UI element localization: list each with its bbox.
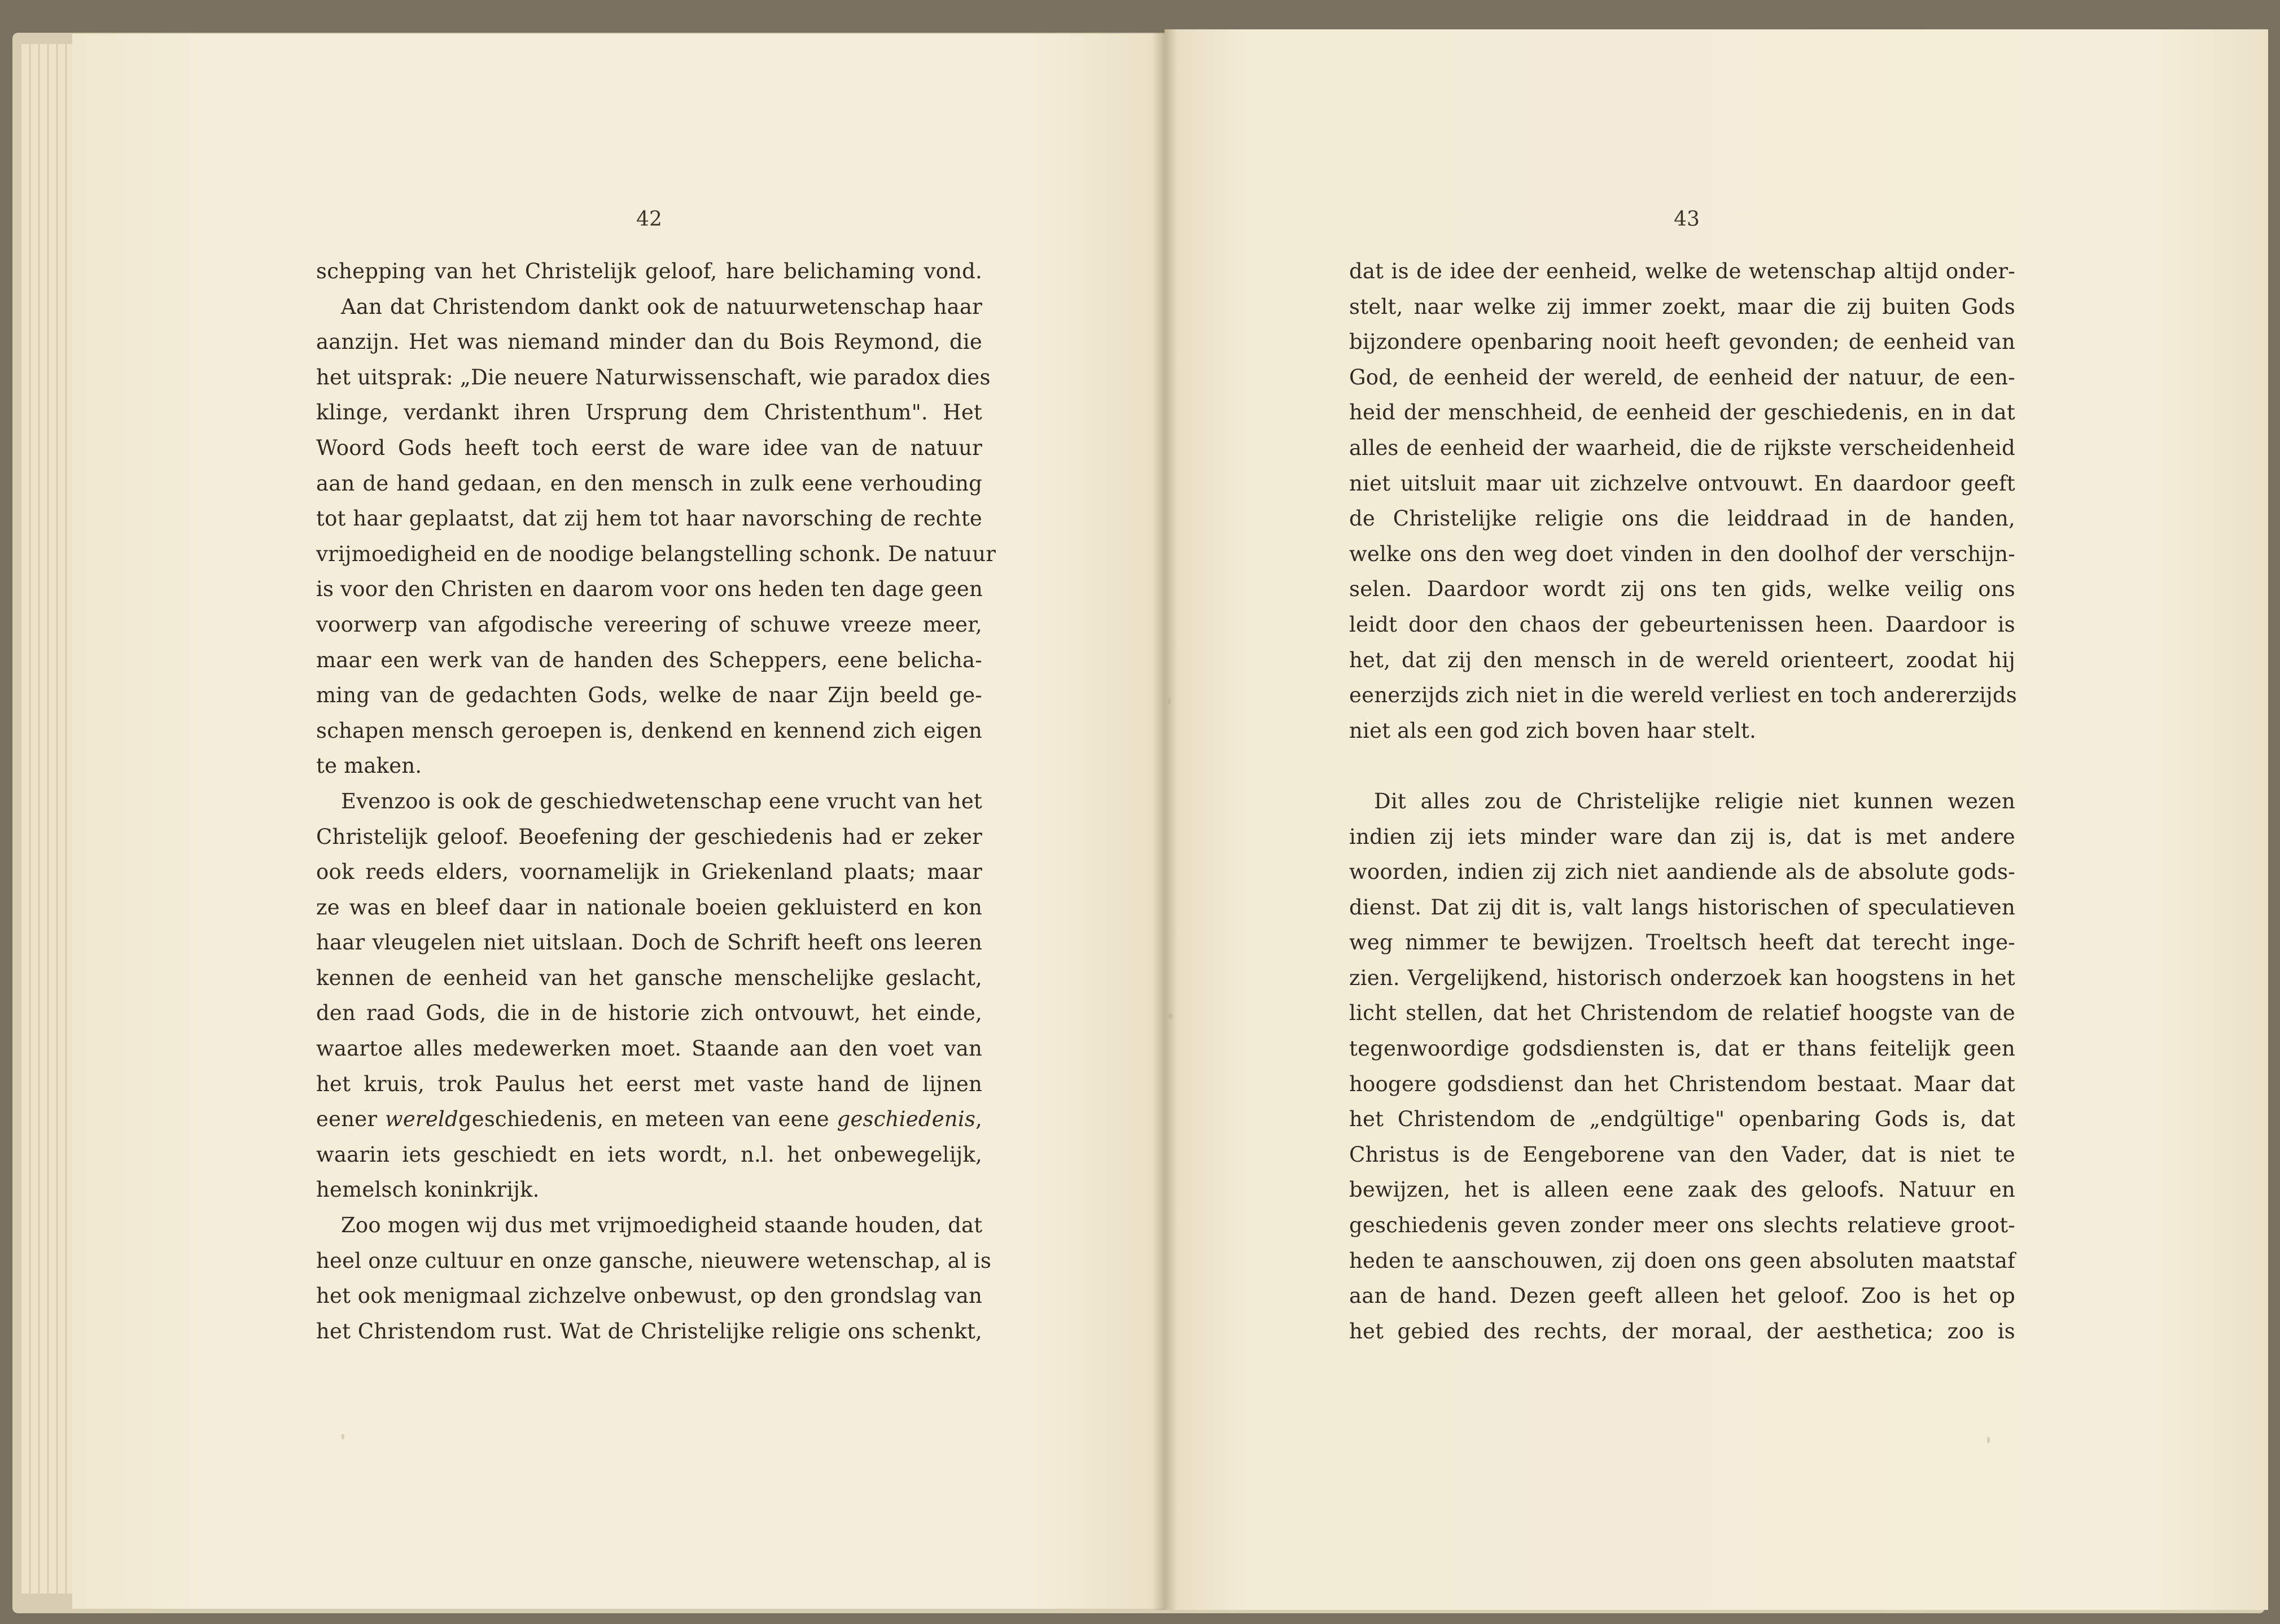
right-page-body <box>1349 254 2015 1349</box>
text-line: het kruis, trok Paulus het eerst met vaste hand de lijnen <box>316 1071 982 1096</box>
text-line: heel onze cultuur en onze gansche, nieuwere wetenschap, al is <box>316 1248 992 1273</box>
text-line: geschiedenis geven zonder meer ons slechts relatieve groot- <box>1349 1213 2015 1238</box>
text-line: Woord Gods heeft toch eerst de ware idee van de natuur <box>316 435 982 460</box>
text-line: alles de eenheid der waarheid, die de rijkste verscheidenheid <box>1349 435 2015 460</box>
text-line: aan de hand. Dezen geeft alleen het geloof. Zoo is het op <box>1349 1284 2015 1308</box>
text-line: de Christelijke religie ons die leiddraad in de handen, <box>1349 506 2015 531</box>
text-line: het Christendom rust. Wat de Christelijke religie ons schenkt, <box>316 1319 982 1343</box>
text-line: aan de hand gedaan, en den mensch in zulk eene verhouding <box>316 471 982 496</box>
text-line: niet uitsluit maar uit zichzelve ontvouwt. En daardoor geeft <box>1349 471 2015 496</box>
text-line: waartoe alles medewerken moet. Staande aan den voet van <box>316 1036 982 1061</box>
text-line: is voor den Christen en daarom voor ons heden ten dage geen <box>316 577 983 602</box>
text-line: het Christendom de „endgültige" openbaring Gods is, dat <box>1349 1107 2015 1132</box>
text-line: licht stellen, dat het Christendom de relatief hoogste van de <box>1349 1001 2015 1026</box>
text-line: bewijzen, het is alleen eene zaak des geloofs. Natuur en <box>1349 1177 2015 1202</box>
text-line: kennen de eenheid van het gansche menschelijke geslacht, <box>316 965 982 990</box>
text-line: tot haar geplaatst, dat zij hem tot haar navorsching de rechte <box>316 506 982 531</box>
text-line: woorden, indien zij zich niet aandiende als de absolute gods- <box>1349 860 2015 885</box>
text-line: het gebied des rechts, der moraal, der aesthetica; zoo is <box>1349 1319 2015 1343</box>
text-line: God, de eenheid der wereld, de eenheid der natuur, de een- <box>1349 365 2015 389</box>
text-line: Christelijk geloof. Beoefening der geschiedenis had er zeker <box>316 824 982 849</box>
text-line: het uitsprak: „Die neuere Naturwissenschaft, wie paradox dies <box>316 365 991 389</box>
text-line: het, dat zij den mensch in de wereld orienteert, zoodat hij <box>1349 647 2015 672</box>
book-gutter <box>1152 29 1178 1610</box>
text-line: selen. Daardoor wordt zij ons ten gids, welke veilig ons <box>1349 577 2015 602</box>
text-line: leidt door den chaos der gebeurtenissen heen. Daardoor is <box>1349 612 2015 637</box>
text-line: vrijmoedigheid en de noodige belangstelling schonk. De natuur <box>316 541 996 566</box>
text-line: schapen mensch geroepen is, denkend en kennend zich eigen <box>316 718 982 743</box>
text-line: hemelsch koninkrijk. <box>316 1177 540 1202</box>
text-line: klinge, verdankt ihren Ursprung dem Christenthum". Het <box>316 400 982 425</box>
text-line: dat is de idee der eenheid, welke de wetenschap altijd onder- <box>1349 259 2015 283</box>
text-line: voorwerp van afgodische vereering of schuwe vreeze meer, <box>316 612 982 637</box>
text-line: stelt, naar welke zij immer zoekt, maar die zij buiten Gods <box>1349 294 2015 319</box>
text-line: indien zij iets minder ware dan zij is, dat is met andere <box>1349 824 2015 849</box>
paper-spot <box>342 1434 344 1439</box>
text-line: maar een werk van de handen des Scheppers, eene belicha- <box>316 647 982 672</box>
text-line: Christus is de Eengeborene van den Vader, dat is niet te <box>1349 1142 2015 1167</box>
text-line: eenerzijds zich niet in die wereld verliest en toch andererzijds <box>1349 683 2017 708</box>
text-line: zien. Vergelijkend, historisch onderzoek kan hoogstens in het <box>1349 965 2015 990</box>
text-line: niet als een god zich boven haar stelt. <box>1349 718 1757 743</box>
text-line: weg nimmer te bewijzen. Troeltsch heeft dat terecht inge- <box>1349 930 2015 955</box>
page-number-left: 42 <box>636 208 662 231</box>
text-line: Dit alles zou de Christelijke religie niet kunnen wezen <box>1374 789 2015 813</box>
text-line: den raad Gods, die in de historie zich ontvouwt, het einde, <box>316 1001 982 1026</box>
text-line: welke ons den weg doet vinden in den doolhof der verschijn- <box>1349 541 2015 566</box>
text-line: tegenwoordige godsdiensten is, dat er thans feitelijk geen <box>1349 1036 2015 1061</box>
text-line: aanzijn. Het was niemand minder dan du Bois Reymond, die <box>316 330 982 354</box>
paper-spot <box>1167 698 1171 704</box>
text-line: Aan dat Christendom dankt ook de natuurwetenschap haar <box>341 294 982 319</box>
text-line: heid der menschheid, de eenheid der geschiedenis, en in dat <box>1349 400 2015 425</box>
text-line: Evenzoo is ook de geschiedwetenschap eene vrucht van het <box>341 789 982 813</box>
paper-spot <box>1987 1437 1990 1443</box>
text-line: schepping van het Christelijk geloof, hare belichaming vond. <box>316 259 982 283</box>
text-line: dienst. Dat zij dit is, valt langs historischen of speculatieven <box>1349 895 2015 920</box>
text-line: Zoo mogen wij dus met vrijmoedigheid staande houden, dat <box>341 1213 983 1238</box>
text-line: waarin iets geschiedt en iets wordt, n.l. het onbewegelijk, <box>316 1142 982 1167</box>
page-number-right: 43 <box>1674 208 1700 231</box>
text-line: haar vleugelen niet uitslaan. Doch de Schrift heeft ons leeren <box>316 930 982 955</box>
paper-spot <box>1167 1013 1173 1019</box>
text-line: heden te aanschouwen, zij doen ons geen absoluten maatstaf <box>1349 1248 2015 1273</box>
text-line: hoogere godsdienst dan het Christendom bestaat. Maar dat <box>1349 1071 2015 1096</box>
text-line: eener wereldgeschiedenis, en meteen van eene geschiedenis, <box>316 1107 983 1132</box>
text-line: te maken. <box>316 754 422 778</box>
text-line <box>1349 748 2015 784</box>
left-page-body <box>316 254 996 1349</box>
text-line: ming van de gedachten Gods, welke de naar Zijn beeld ge- <box>316 683 982 708</box>
text-line: het ook menigmaal zichzelve onbewust, op den grondslag van <box>316 1284 982 1308</box>
text-line: ze was en bleef daar in nationale boeien gekluisterd en kon <box>316 895 982 920</box>
text-line: ook reeds elders, voornamelijk in Griekenland plaats; maar <box>316 860 982 885</box>
text-line: bijzondere openbaring nooit heeft gevonden; de eenheid van <box>1349 330 2015 354</box>
